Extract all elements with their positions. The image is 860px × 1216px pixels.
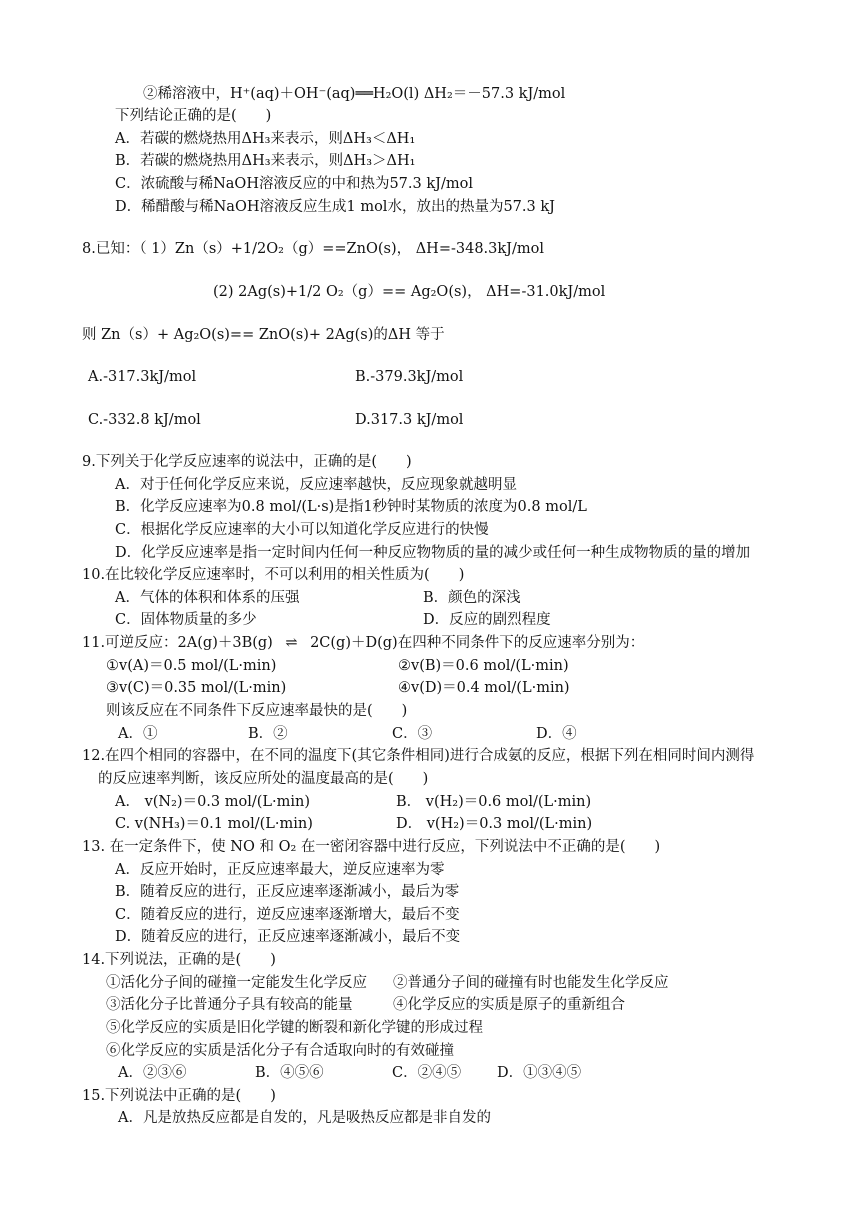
q7-option-d: D．稀醋酸与稀NaOH溶液反应生成1 mol水，放出的热量为57.3 kJ xyxy=(115,199,555,215)
q11-option-c: C．③ xyxy=(392,726,433,742)
q13-stem: 13. 在一定条件下，使 NO 和 O₂ 在一密闭容器中进行反应，下列说法中不正确的是( ) xyxy=(82,839,661,855)
q9-option-c: C．根据化学反应速率的大小可以知道化学反应进行的快慢 xyxy=(115,522,489,538)
q11-condition-2: ②v(B)＝0.6 mol/(L·min) xyxy=(398,658,569,674)
q7-option-c: C．浓硫酸与稀NaOH溶液反应的中和热为57.3 kJ/mol xyxy=(115,176,473,192)
q11-option-a: A．① xyxy=(118,726,158,742)
q10-option-c: C．固体物质量的多少 xyxy=(115,612,257,628)
q8-option-d: D.317.3 kJ/mol xyxy=(355,412,464,428)
q12-option-c: C. v(NH₃)＝0.1 mol/(L·min) xyxy=(115,816,313,832)
q11-ask: 则该反应在不同条件下反应速率最快的是( ) xyxy=(106,703,408,719)
q12-stem-line-1: 12.在四个相同的容器中，在不同的温度下(其它条件相同)进行合成氨的反应，根据下列在相同时间内测得 xyxy=(82,748,755,764)
q7-stem: 下列结论正确的是( ) xyxy=(115,108,272,124)
q11-condition-3: ③v(C)＝0.35 mol/(L·min) xyxy=(106,680,287,696)
q8-option-a: A.-317.3kJ/mol xyxy=(88,369,197,385)
q14-statement-6: ⑥化学反应的实质是活化分子有合适取向时的有效碰撞 xyxy=(106,1043,454,1059)
q13-option-a: A．反应开始时，正反应速率最大，逆反应速率为零 xyxy=(115,862,445,878)
q14-option-b: B．④⑤⑥ xyxy=(255,1065,324,1081)
q10-option-b: B．颜色的深浅 xyxy=(423,590,521,606)
q8-line-2: (2) 2Ag(s)+1/2 O₂（g）== Ag₂O(s)， ΔH=-31.0kJ/mol xyxy=(213,284,606,300)
q7-option-a: A．若碳的燃烧热用ΔH₃来表示，则ΔH₃＜ΔH₁ xyxy=(115,131,416,147)
q10-option-d: D．反应的剧烈程度 xyxy=(423,612,551,628)
q7-option-b: B．若碳的燃烧热用ΔH₃来表示，则ΔH₃＞ΔH₁ xyxy=(115,153,416,169)
q12-option-d: D． v(H₂)＝0.3 mol/(L·min) xyxy=(396,816,593,832)
q9-stem: 9.下列关于化学反应速率的说法中，正确的是( ) xyxy=(82,454,412,470)
q8-option-b: B.-379.3kJ/mol xyxy=(355,369,464,385)
q9-option-a: A．对于任何化学反应来说，反应速率越快，反应现象就越明显 xyxy=(115,477,517,493)
q14-statement-1: ①活化分子间的碰撞一定能发生化学反应 xyxy=(106,975,367,991)
q7-statement-2: ②稀溶液中，H⁺(aq)＋OH⁻(aq)══H₂O(l) ΔH₂＝－57.3 kJ/mol xyxy=(143,86,566,102)
q8-line-3: 则 Zn（s）+ Ag₂O(s)== ZnO(s)+ 2Ag(s)的ΔH 等于 xyxy=(82,327,445,343)
equilibrium-arrow-icon: ⇌ xyxy=(285,635,298,651)
q9-option-b: B．化学反应速率为0.8 mol/(L·s)是指1秒钟时某物质的浓度为0.8 mol/L xyxy=(115,499,587,515)
q14-option-d: D．①③④⑤ xyxy=(497,1065,582,1081)
q11-condition-4: ④v(D)＝0.4 mol/(L·min) xyxy=(398,680,570,696)
q13-option-d: D．随着反应的进行，正反应速率逐渐减小，最后不变 xyxy=(115,929,461,945)
q14-statement-5: ⑤化学反应的实质是旧化学键的断裂和新化学键的形成过程 xyxy=(106,1020,483,1036)
q11-stem-reactants: 11.可逆反应：2A(g)＋3B(g) xyxy=(82,635,273,651)
q14-statement-3: ③活化分子比普通分子具有较高的能量 xyxy=(106,997,353,1013)
q11-condition-1: ①v(A)＝0.5 mol/(L·min) xyxy=(106,658,277,674)
q15-option-a: A．凡是放热反应都是自发的，凡是吸热反应都是非自发的 xyxy=(118,1110,491,1126)
q11-option-d: D．④ xyxy=(536,726,577,742)
q13-option-b: B．随着反应的进行，正反应速率逐渐减小，最后为零 xyxy=(115,884,460,900)
q10-option-a: A．气体的体积和体系的压强 xyxy=(115,590,300,606)
q11-option-b: B．② xyxy=(248,726,288,742)
q12-option-b: B． v(H₂)＝0.6 mol/(L·min) xyxy=(396,794,592,810)
q14-statement-2: ②普通分子间的碰撞有时也能发生化学反应 xyxy=(393,975,669,991)
q8-option-c: C.-332.8 kJ/mol xyxy=(88,412,201,428)
q11-stem xyxy=(82,633,644,653)
q8-line-1: 8.已知：（ 1）Zn（s）+1/2O₂（g）==ZnO(s)， ΔH=-348.3kJ/mol xyxy=(82,241,544,257)
q13-option-c: C．随着反应的进行，逆反应速率逐渐增大，最后不变 xyxy=(115,907,460,923)
q14-statement-4: ④化学反应的实质是原子的重新组合 xyxy=(393,997,625,1013)
q14-option-a: A．②③⑥ xyxy=(118,1065,187,1081)
q14-stem: 14.下列说法，正确的是( ) xyxy=(82,952,276,968)
q12-stem-line-2: 的反应速率判断，该反应所处的温度最高的是( ) xyxy=(98,771,429,787)
q9-option-d: D．化学反应速率是指一定时间内任何一种反应物物质的量的减少或任何一种生成物物质的量的增加 xyxy=(115,545,751,561)
q14-option-c: C．②④⑤ xyxy=(392,1065,462,1081)
q11-stem-products: 2C(g)＋D(g)在四种不同条件下的反应速率分别为： xyxy=(310,635,645,651)
q15-stem: 15.下列说法中正确的是( ) xyxy=(82,1088,276,1104)
q12-option-a: A． v(N₂)＝0.3 mol/(L·min) xyxy=(115,794,311,810)
q10-stem: 10.在比较化学反应速率时，不可以利用的相关性质为( ) xyxy=(82,567,465,583)
